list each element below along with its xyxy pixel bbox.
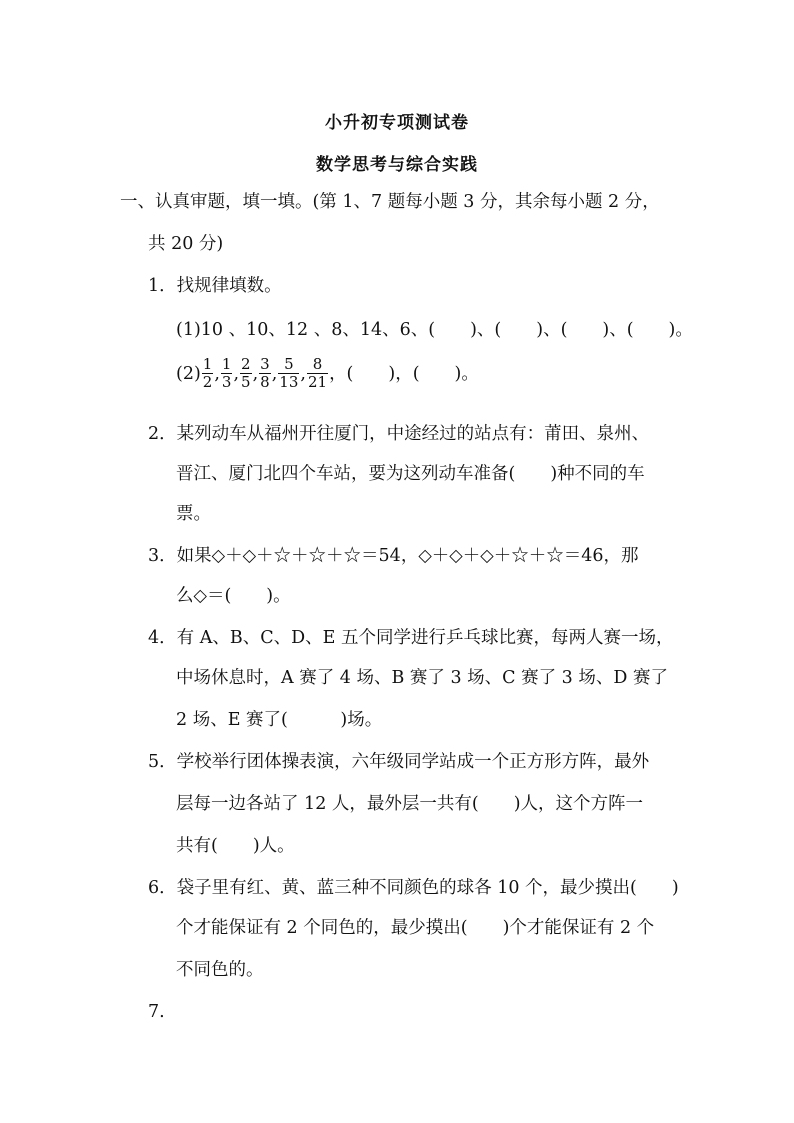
fraction-numerator: 2 — [241, 355, 251, 373]
question-1-part-1: (1)10 、10、12 、8、14、6、( )、( )、( )、( )。 — [176, 320, 693, 340]
fraction — [202, 356, 214, 391]
question-5-line-2: 层每一边各站了 12 人，最外层一共有( )人，这个方阵一 — [176, 794, 644, 814]
fraction-sequence — [201, 356, 329, 391]
fraction — [259, 356, 271, 391]
section-header-cont: 共 20 分) — [148, 234, 224, 254]
question-4-line-2: 中场休息时，A 赛了 4 场、B 赛了 3 场、C 赛了 3 场、D 赛了 — [176, 668, 668, 688]
fraction-separator: , — [271, 363, 278, 384]
fraction-numerator: 5 — [284, 355, 294, 373]
fraction — [240, 356, 252, 391]
question-2-line-3: 票。 — [176, 504, 211, 524]
fraction-numerator: 1 — [221, 355, 232, 373]
question-2-line-1: 2．某列动车从福州开往厦门，中途经过的站点有：莆田、泉州、 — [148, 424, 650, 444]
question-6-line-1: 6．袋子里有红、黄、蓝三种不同颜色的球各 10 个，最少摸出( ) — [148, 878, 679, 898]
fraction-denominator: 8 — [260, 373, 270, 391]
fraction-separator: , — [214, 363, 220, 384]
fraction-denominator: 13 — [279, 373, 299, 391]
question-1-stem: 1．找规律填数。 — [148, 276, 282, 296]
part-2-suffix: ，( )，( )。 — [329, 363, 479, 384]
page-subtitle: 数学思考与综合实践 — [316, 155, 478, 175]
question-4-line-3: 2 场、E 赛了( )场。 — [176, 710, 383, 730]
fraction — [221, 356, 233, 391]
fraction-numerator: 3 — [260, 355, 270, 373]
question-7-label: 7. — [148, 1002, 165, 1022]
fraction — [278, 356, 299, 391]
fraction-separator: , — [233, 363, 240, 384]
fraction-denominator: 2 — [202, 373, 213, 391]
question-6-line-3: 不同色的。 — [176, 960, 264, 980]
fraction-denominator: 5 — [241, 373, 251, 391]
question-4-line-1: 4．有 A、B、C、D、E 五个同学进行乒乓球比赛，每两人赛一场， — [148, 628, 674, 648]
fraction-numerator: 8 — [312, 355, 323, 373]
fraction-separator: , — [252, 363, 259, 384]
question-5-line-3: 共有( )人。 — [176, 836, 295, 856]
part-2-prefix: (2) — [176, 363, 201, 384]
question-3-line-2: 么◇＝( )。 — [176, 586, 291, 606]
fraction-numerator: 1 — [202, 355, 213, 373]
page-title: 小升初专项测试卷 — [325, 113, 469, 133]
question-3-line-1: 3．如果◇＋◇＋☆＋☆＋☆＝54，◇＋◇＋◇＋☆＋☆＝46，那 — [148, 546, 639, 566]
question-2-line-2: 晋江、厦门北四个车站，要为这列动车准备( )种不同的车 — [176, 464, 645, 484]
fraction — [307, 356, 328, 391]
fraction-denominator: 21 — [307, 373, 328, 391]
question-5-line-1: 5．学校举行团体操表演，六年级同学站成一个正方形方阵，最外 — [148, 752, 650, 772]
section-header: 一、认真审题，填一填。(第 1、7 题每小题 3 分，其余每小题 2 分， — [120, 192, 660, 212]
fraction-separator: , — [300, 363, 306, 384]
question-1-part-2 — [176, 356, 479, 391]
fraction-denominator: 3 — [221, 373, 232, 391]
question-6-line-2: 个才能保证有 2 个同色的，最少摸出( )个才能保证有 2 个 — [176, 918, 655, 938]
